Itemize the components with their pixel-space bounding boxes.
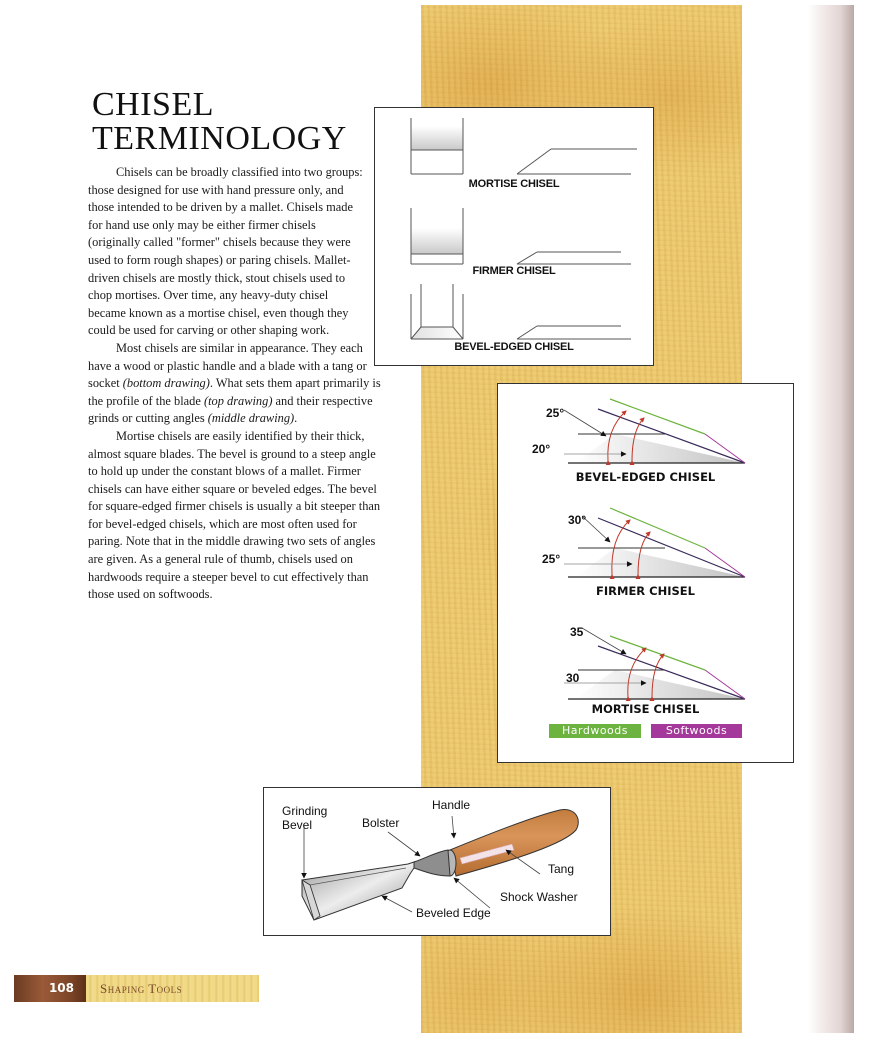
pointer-beveled-edge — [382, 896, 412, 912]
label-beveled-edge: Beveled Edge — [416, 906, 491, 920]
paragraph-2-ref-top: (top drawing) — [203, 393, 273, 408]
pointer-shock-washer — [454, 878, 490, 908]
firmer-front-view — [411, 208, 463, 264]
label-firmer-chisel: FIRMER CHISEL — [472, 265, 556, 277]
label-grinding: Grinding — [282, 804, 328, 818]
section-0-hardwood-bevel-line — [610, 399, 705, 434]
paragraph-2-ref-middle: (middle drawing) — [207, 411, 295, 426]
page-curl-shadow — [808, 5, 854, 1033]
section-2-hardwood-pointer — [582, 628, 626, 654]
bevel-edged-softwood-angle: 20° — [532, 442, 551, 456]
label-bevel: Bevel — [282, 818, 313, 832]
label-bevel-edged-chisel: BEVEL-EDGED CHISEL — [454, 341, 574, 353]
bevel-edged-hardwood-angle: 25° — [546, 406, 565, 420]
label-bevel-edged-chisel-angle: BEVEL-EDGED CHISEL — [575, 470, 716, 484]
bolster-shape — [414, 850, 450, 876]
page-title — [92, 88, 347, 156]
mortise-side-view — [517, 149, 637, 174]
mortise-front-view — [411, 118, 463, 174]
paragraph-1: Chisels can be broadly classified into two groups: those designed for use with hand pressure only, and those intended to be driven by a mallet. Chisels made for hand use only may be either firmer chisels (originally called "former" chisels because they were used to form rough shapes) or paring chisels. Mallet-driven chisels are mostly thick, stout chisels used to chop mortises. Over time, any heavy-duty chisel became known as a mortise chisel, even though they could be used for carving or other shaping work. — [88, 165, 363, 338]
section-1-hardwood-pointer — [582, 516, 610, 542]
pointer-bolster — [388, 832, 420, 856]
section-1-bevel-shading — [575, 548, 745, 577]
legend-softwoods: Softwoods — [651, 724, 742, 738]
paragraph-2-text-a: Most chisels are similar in appearance. They each have a wood or plastic handle and a blade with a tang or socket — [88, 340, 367, 391]
firmer-softwood-angle: 25° — [542, 552, 561, 566]
firmer-side-view — [517, 252, 631, 264]
label-mortise-chisel-angle: MORTISE CHISEL — [591, 702, 700, 716]
body-text — [88, 164, 381, 604]
label-tang: Tang — [548, 862, 575, 876]
label-bolster: Bolster — [362, 816, 400, 830]
label-handle: Handle — [432, 798, 471, 812]
legend-hardwoods: Hardwoods — [549, 724, 641, 738]
label-firmer-chisel-angle: FIRMER CHISEL — [596, 584, 695, 598]
paragraph-3: Mortise chisels are easily identified by their thick, almost square blades. The bevel is ground to a steep angle to hold up under the constant blows of a mallet. Firmer chisels can have either square or beveled edges. The bevel for square-edged firmer chisels is usually a bit steeper than for bevel-edged chisels, which are most often used for paring. Note that in the middle drawing two sets of angles are given. As a general rule of thumb, chisels used on hardwoods require a steeper bevel to cut effectively than those used on softwoods. — [88, 428, 381, 602]
section-2-bevel-shading — [575, 670, 745, 699]
title-line-1: CHISEL — [92, 86, 214, 123]
section-title: Shaping Tools — [86, 975, 259, 1002]
blade-profile-figure — [374, 107, 654, 366]
paragraph-2-text-g: . — [294, 411, 298, 426]
bevel-edged-side-view — [517, 326, 631, 339]
paragraph-2 — [88, 340, 386, 428]
blade-profile-drawings — [375, 108, 655, 367]
pointer-handle — [452, 816, 454, 838]
chisel-anatomy-figure — [263, 787, 611, 936]
paragraph-2-ref-bottom: (bottom drawing) — [122, 376, 210, 391]
page-number: 108 — [14, 975, 86, 1002]
section-0-hardwood-pointer — [564, 410, 606, 436]
paragraph-2-text-c: . What sets them apart primarily is the profile of the blade — [88, 376, 381, 408]
mortise-hardwood-angle: 35 — [570, 625, 584, 639]
cutting-angle-figure — [497, 383, 794, 763]
page-footer — [14, 975, 259, 1002]
label-grinding-bevel — [282, 804, 327, 832]
bevel-edged-front-view — [411, 284, 463, 339]
paragraph-2-text-e: and their respective grinds or cutting angles — [88, 393, 373, 426]
firmer-hardwood-angle: 30° — [568, 513, 587, 527]
label-mortise-chisel: MORTISE CHISEL — [468, 178, 560, 190]
title-line-2: TERMINOLOGY — [92, 120, 347, 157]
label-shock-washer: Shock Washer — [500, 890, 578, 904]
section-0-bevel-shading — [575, 434, 745, 463]
mortise-softwood-angle: 30 — [566, 671, 580, 685]
